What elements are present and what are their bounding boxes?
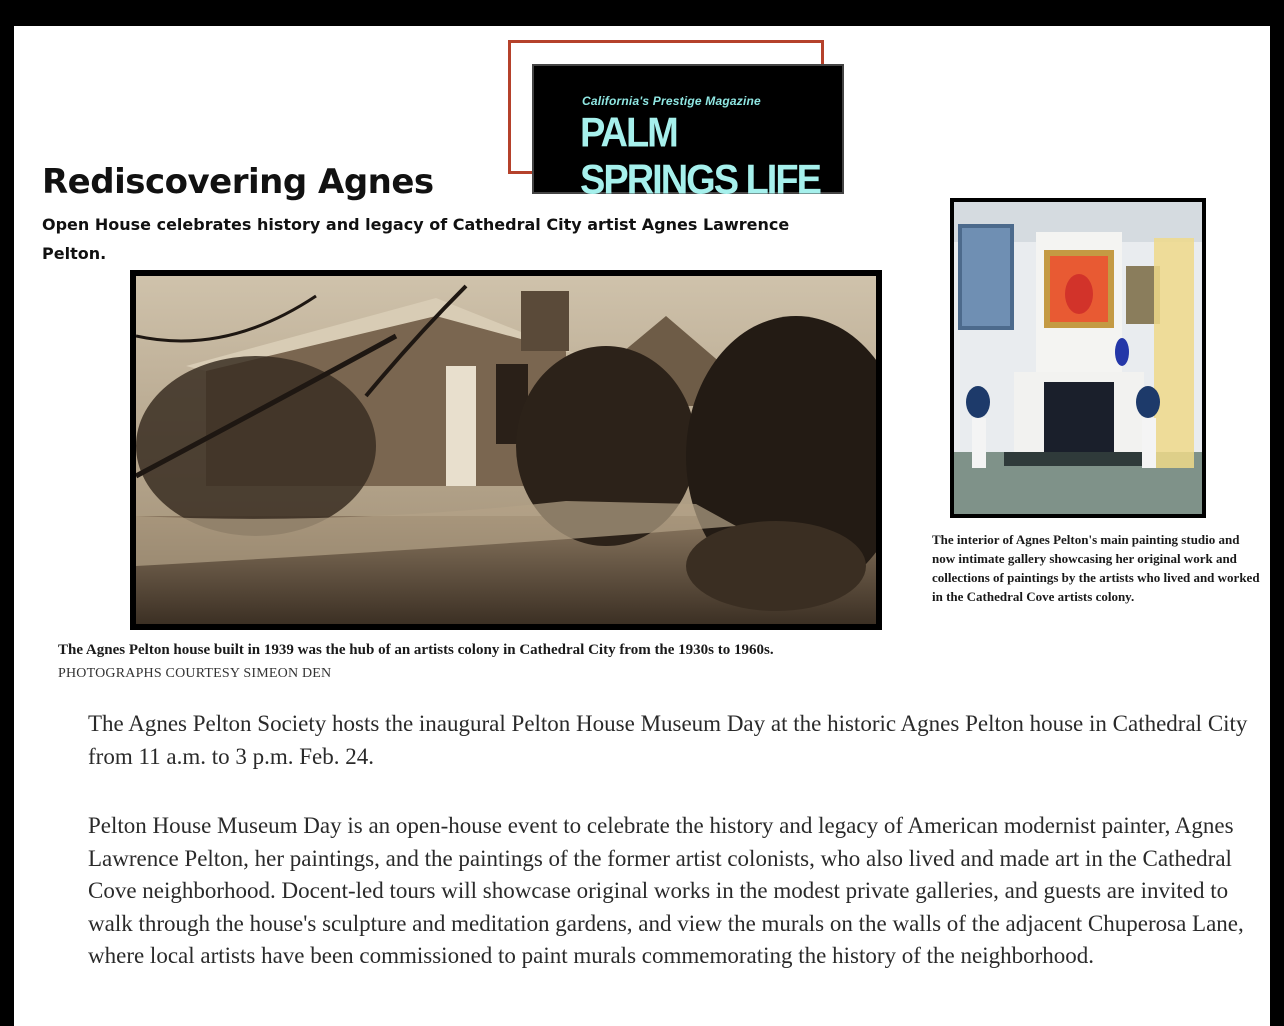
studio-interior-photo [950,198,1206,518]
logo-name: PALM SPRINGS LIFE [580,110,820,204]
main-photo-caption: The Agnes Pelton house built in 1939 was the hub of an artists colony in Cathedral City from the 1930s to 1960s. [58,642,774,658]
article-paragraph: The Agnes Pelton Society hosts the inaugural Pelton House Museum Day at the historic Agnes Pelton house in Cathedral City from 11 a.m. to 3 p.m. Feb. 24. [88,711,1248,769]
article-paragraph: Pelton House Museum Day is an open-house event to celebrate the history and legacy of American modernist painter, Agnes Lawrence Pelton, her paintings, and the paintings of the former artist colonists, who also lived and made art in the Cathedral Cove neighborhood. Docent-led tours will showcase original works in the modest private galleries, and guests are invited to walk through the house's sculpture and meditation gardens, and view the murals on the walls of the adjacent Chuperosa Lane, where local artists have been commissioned to paint murals commemorating the history of the neighborhood. [88,813,1244,968]
logo-tagline: California's Prestige Magazine [582,94,761,108]
palm-springs-life-logo [532,64,844,204]
photo-credit: PHOTOGRAPHS COURTESY SIMEON DEN [58,666,332,681]
article-dek: Open House celebrates history and legacy of Cathedral City artist Agnes Lawrence Pelton. [42,215,790,263]
side-photo-caption: The interior of Agnes Pelton's main painting studio and now intimate gallery showcasing her original work and collections of paintings by the artists who lived and worked in the Cathedral Cove artists colony. [932,532,1260,604]
pelton-house-photo [130,270,882,630]
article-headline: Rediscovering Agnes [42,162,434,202]
